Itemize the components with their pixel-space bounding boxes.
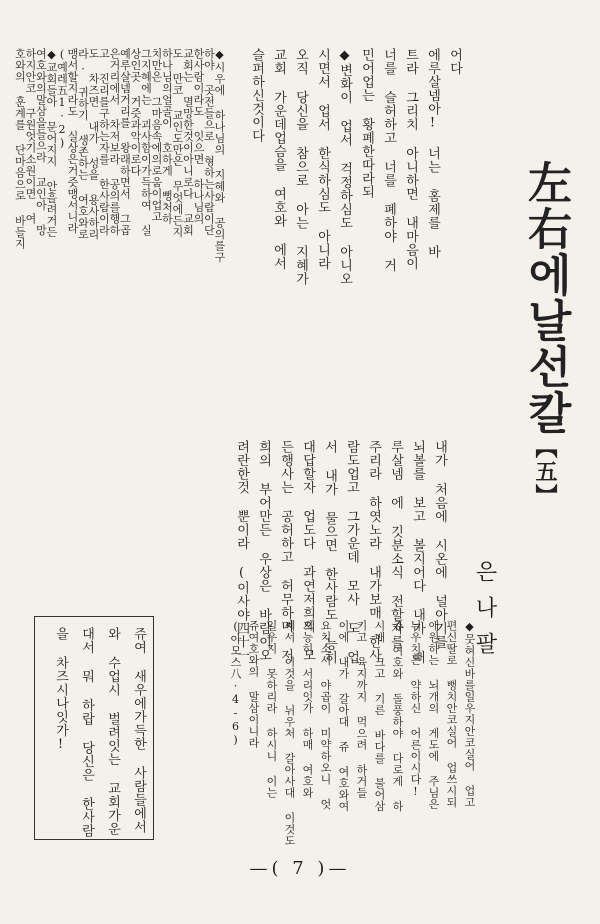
- boxed-text-column: 와 수업시 벌려잇는 교회가운: [105, 627, 120, 836]
- text-column: (아모스八·4-6): [229, 620, 242, 747]
- text-column: 시면서 업서 한식하심도 아니라: [315, 48, 330, 270]
- text-column: 뉘우치는 약하신 어른이시다!: [409, 620, 422, 799]
- text-column: 도 차즈면 내가 성을 용사하리: [87, 48, 100, 240]
- text-column: ◆변화이 업서 걱정하심도 아니오: [337, 48, 352, 286]
- text-column: 희의 부어만든 우상은 바람이오: [256, 440, 271, 662]
- text-column: 요치소서 야곱이 미약하오니 엇: [319, 620, 332, 810]
- text-column: 루살넴 에 깃분소식 전할자를: [388, 440, 403, 649]
- text-column: 트라 그리치 아니하면 내마음이: [403, 48, 418, 270]
- text-column: 치만은 그마음속에의로움이업고: [150, 48, 163, 223]
- text-column: 그지혜에는 괴사함이가득하여 실: [139, 48, 153, 236]
- page-number: —( 7 )—: [249, 858, 351, 879]
- text-column: ◆뭇혀신바를일우지안코실어 업고: [463, 620, 476, 808]
- text-column: 시매 크고 기른 바다를 불어삼: [373, 620, 386, 812]
- text-column: 편신딸로 뻥치안코실어 업쓰시되: [445, 620, 458, 808]
- text-column: 은거리에서 차저보라 공의를행하: [108, 48, 121, 236]
- boxed-text-column: 대서 뭐 하랍 당신은 한사람: [79, 627, 94, 838]
- text-column: 슬퍼하신것이다: [249, 48, 264, 143]
- text-column: 하야 곳전들으로 형하는사람이단: [202, 48, 216, 236]
- text-column: 예루살넴거리를 왕래하면서 그곱: [118, 48, 132, 236]
- text-column: 서 내가 물으면 한사람도 능히: [322, 440, 337, 664]
- text-column: ◆시우에 하나님의 지혜와 공의를구: [213, 48, 226, 263]
- text-column: 고 진리를구하는자를 한사람이라: [97, 48, 111, 236]
- text-column: 여호와의말삼을들으라 교인아 망: [34, 48, 48, 236]
- text-column: 뇌볼를 보고 볼지어다 내가 뻐: [410, 440, 425, 664]
- title-bracket: 【五】: [532, 436, 558, 508]
- text-column: 에루살넴아! 너는 홈제를 바: [425, 48, 440, 259]
- boxed-text-column: 을 차즈시나잇가!: [53, 627, 68, 753]
- article-title: [512, 160, 572, 580]
- text-column: 라. 귀하기 생존하는 여호와로: [76, 48, 90, 240]
- text-column: 이에 내가 갈아대 쥬 여호와여: [337, 620, 350, 812]
- text-column: ◆교회들아 문어지지 안흘려거든: [45, 48, 58, 238]
- text-column: 든행사는 공허하고 허무하며 저: [278, 440, 293, 662]
- text-column: 내가 처음에 시온에 널아기를: [432, 440, 447, 649]
- text-column: 주리라 하엿노라 내가보매 한사: [366, 440, 381, 662]
- text-column: 애원하는 뇌개의 게도에 주님은: [427, 620, 440, 810]
- text-column: 어다: [447, 48, 462, 75]
- text-column: 교회는 멸망한것이아니로다 교회: [181, 48, 195, 236]
- text-column: 쎄서 이것을 뉘우처 갈아사대 이것도: [283, 620, 296, 847]
- text-column: 대답할자 업도다 과연저희의 모: [300, 440, 315, 662]
- text-column: 도 만코 교인도만은 무엇에든지: [171, 48, 184, 238]
- boxed-text-column: 쥬여 새우에가득한 사람들에서: [131, 627, 146, 834]
- author-name: 은나팔: [472, 560, 497, 668]
- text-column: 하지안코 구원엇기소원이면 여: [24, 48, 37, 225]
- text-column: 오직 당신을 참으로 아는 지혜가: [293, 48, 308, 286]
- text-column: 민어업는 황폐한따라되: [359, 48, 374, 199]
- text-column: 일우지 못하리라 하시니 이는: [265, 620, 278, 799]
- text-column: 상인곳 거즛과악이로다: [129, 48, 142, 177]
- text-column: (예레五1·2): [55, 48, 69, 150]
- text-column: 키고 육지까지 먹으려 하거들: [355, 620, 368, 799]
- text-column: 교회 가운데업슴을 여호와 에서: [271, 48, 286, 270]
- text-column: 한사람이라도 잇으면 하나님의: [192, 48, 205, 225]
- text-column: 너를 슬허하고 너를 폐하야 거: [381, 48, 396, 272]
- text-column: 쥬 여호와 돌풍하야 다로게 하: [391, 620, 404, 812]
- text-column: 려란한것 뿐이라 (이사야四十一: [234, 440, 249, 662]
- text-column: 쥬여호와의 말삼이니라: [247, 620, 260, 749]
- title-text: 左右에날선칼: [520, 160, 571, 436]
- text-column: 하나님의얼골이 호하게 뻥처하: [160, 48, 174, 225]
- text-column: 지능히 서리잇가 하매 여호와: [301, 620, 314, 799]
- text-column: 호와의 훈계를 단마음으로 바들지: [13, 48, 27, 250]
- text-column: 람도업고 그가운데 모사 도 업: [344, 440, 359, 664]
- text-column: 맹서할지라도 실상은거즛맹서니라: [66, 48, 79, 234]
- boxed-prayer: [34, 616, 154, 840]
